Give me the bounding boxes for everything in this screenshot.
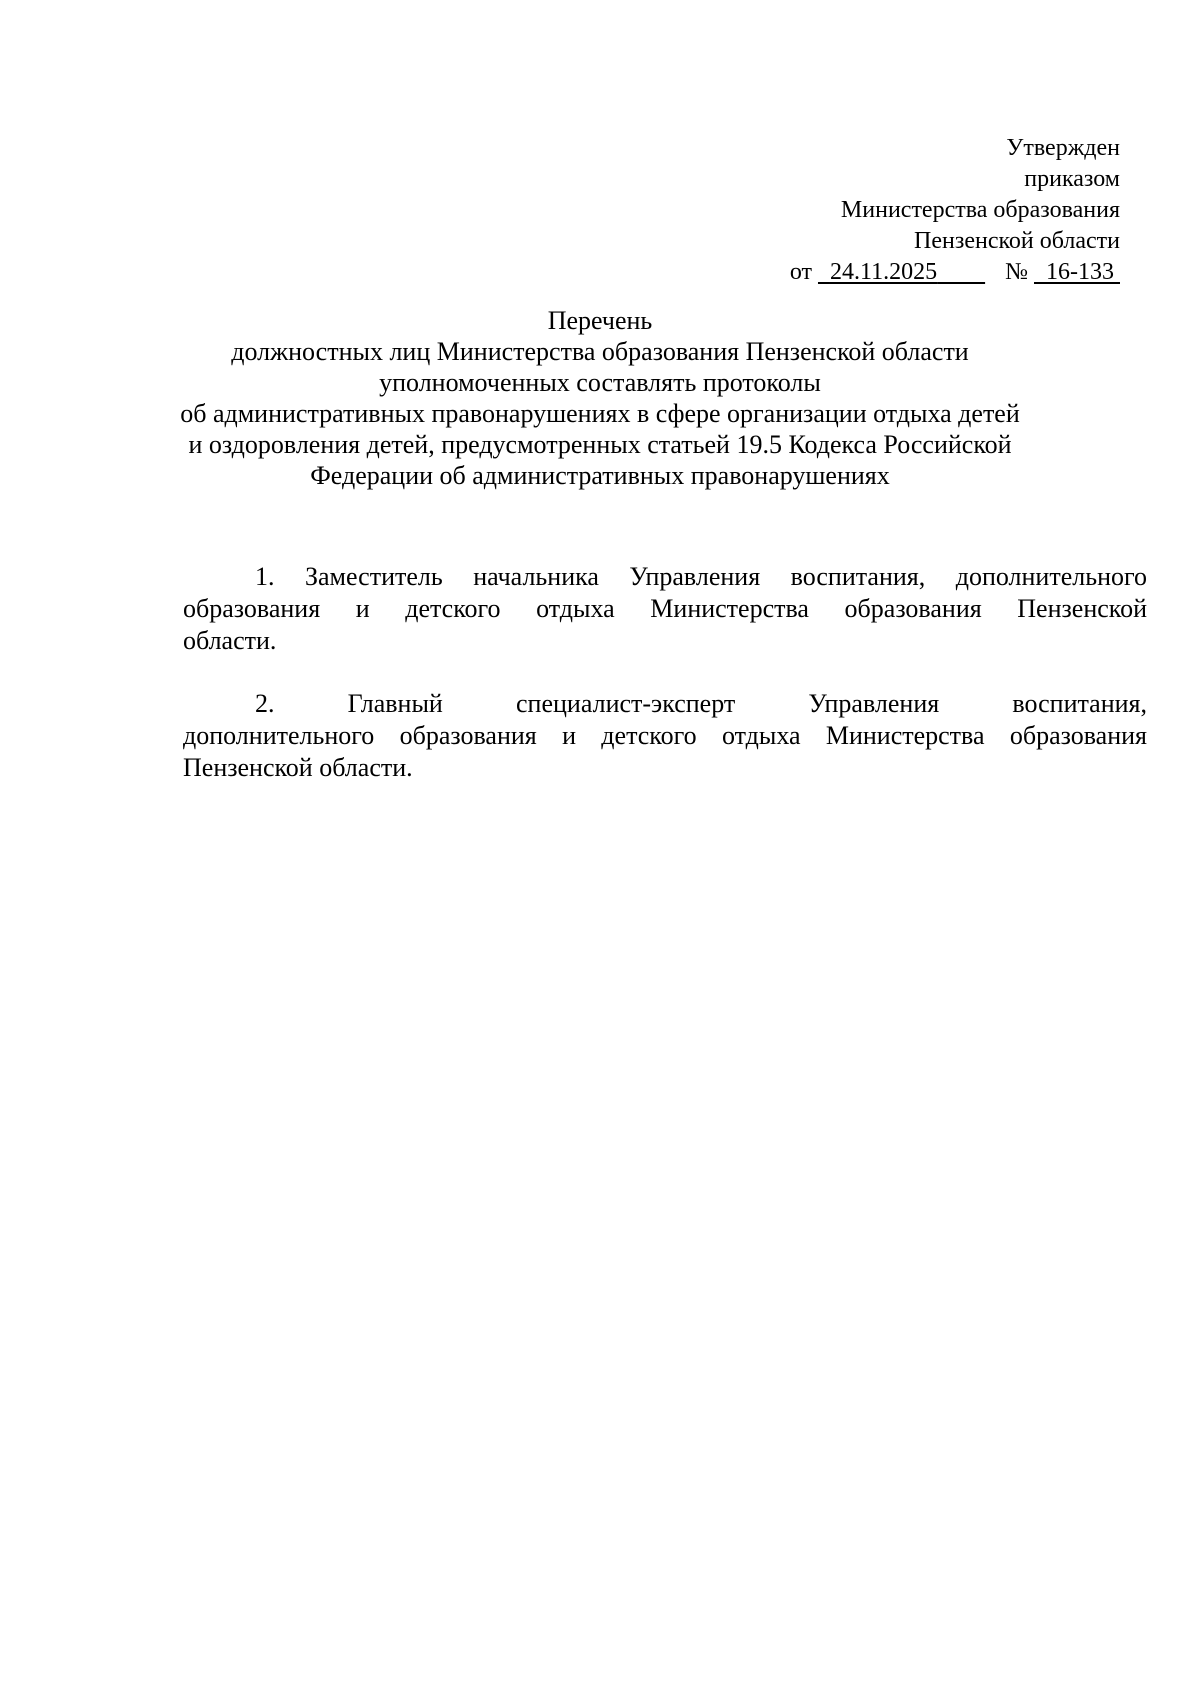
list-item-line: 2. Главный специалист-эксперт Управления воспитания, bbox=[255, 689, 1147, 718]
approval-line-approved: Утвержден bbox=[1006, 135, 1120, 161]
title-line-2: должностных лиц Министерства образования Пензенской области bbox=[231, 337, 969, 366]
list-item-line: дополнительного образования и детского отдыха Министерства образования bbox=[183, 721, 1147, 750]
approval-line-ministry: Министерства образования bbox=[840, 197, 1120, 223]
number-prefix: № bbox=[1005, 259, 1028, 285]
list-item-line: области. bbox=[183, 626, 277, 655]
list-item-line: образования и детского отдыха Министерства образования Пензенской bbox=[183, 594, 1147, 623]
approval-block bbox=[760, 133, 1120, 288]
order-date: 24.11.2025 bbox=[829, 259, 938, 285]
title-line-6: Федерации об административных правонарушениях bbox=[310, 461, 890, 490]
list-item-line: 1. Заместитель начальника Управления воспитания, дополнительного bbox=[255, 562, 1147, 591]
approval-line-region: Пензенской области bbox=[914, 228, 1120, 254]
title-line-4: об административных правонарушениях в сфере организации отдыха детей bbox=[180, 399, 1020, 428]
title-heading: Перечень bbox=[547, 306, 653, 335]
order-date-field bbox=[818, 259, 985, 285]
approval-line-by-order: приказом bbox=[1024, 166, 1120, 192]
approval-date-number-line bbox=[760, 257, 1120, 288]
order-number: 16-133 bbox=[1046, 259, 1114, 285]
title-line-5: и оздоровления детей, предусмотренных статьей 19.5 Кодекса Российской bbox=[188, 430, 1012, 459]
title-line-3: уполномоченных составлять протоколы bbox=[379, 368, 821, 397]
list-item bbox=[183, 688, 1147, 784]
date-prefix: от bbox=[789, 259, 812, 285]
order-number-field bbox=[1034, 259, 1120, 285]
list-item bbox=[183, 561, 1147, 657]
document-title bbox=[140, 305, 1060, 491]
list-item-line: Пензенской области. bbox=[183, 753, 413, 782]
